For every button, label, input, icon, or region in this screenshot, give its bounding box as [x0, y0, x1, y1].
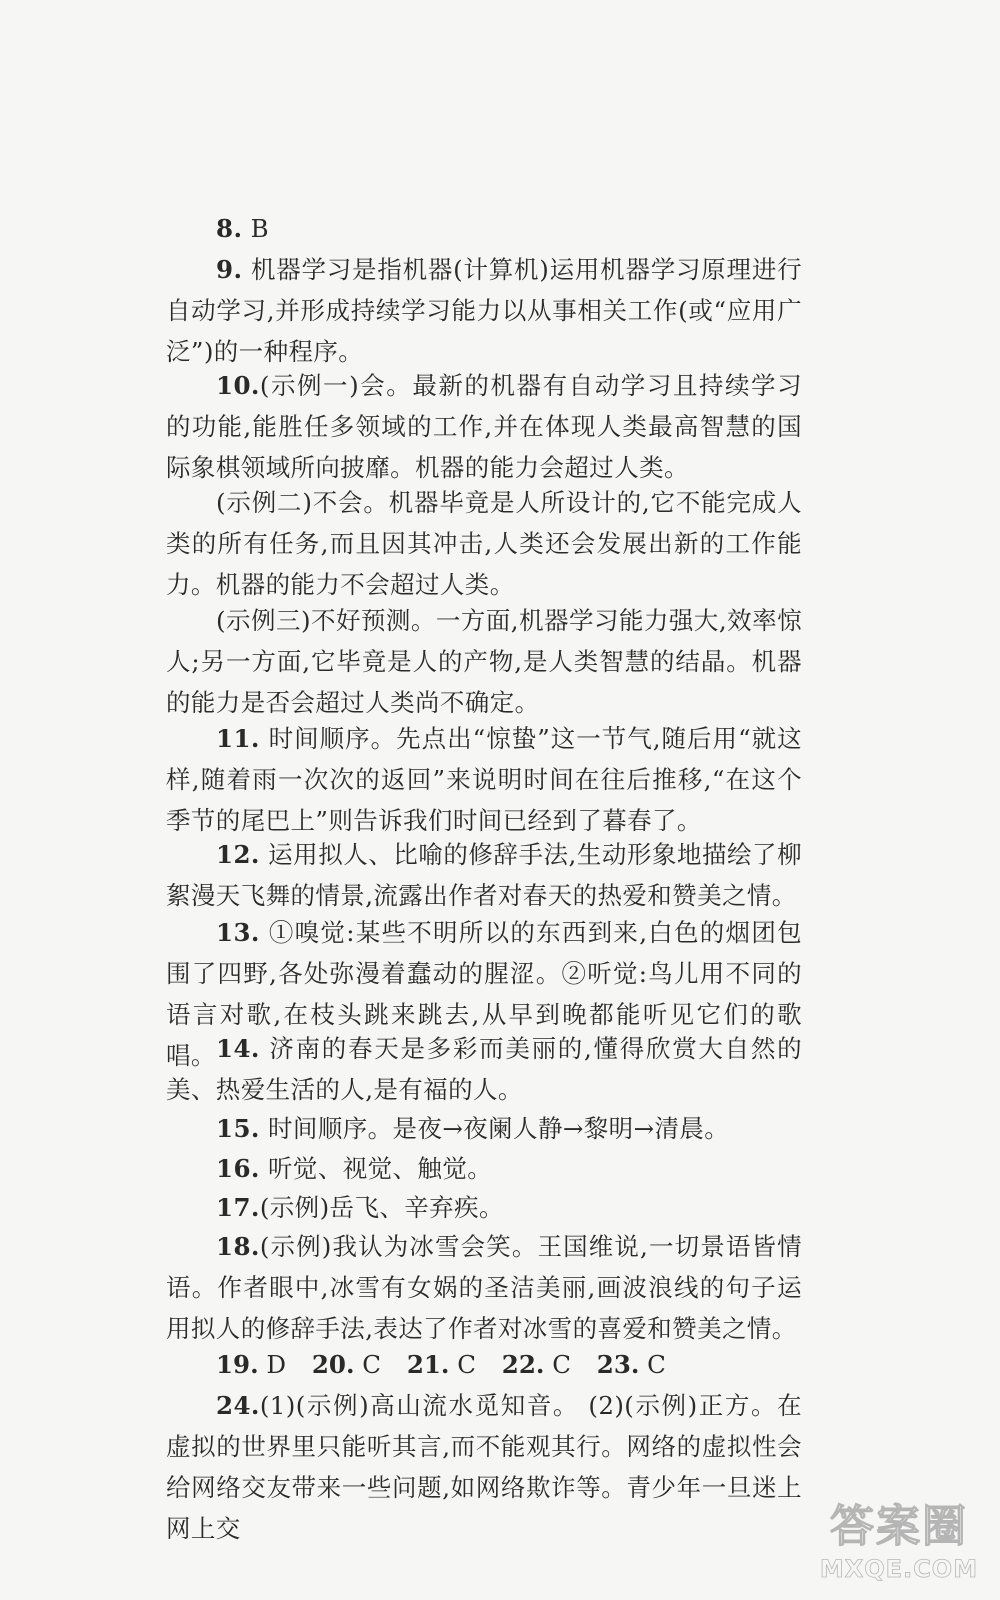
answer-number: 16.: [216, 1154, 260, 1183]
watermark: [804, 1499, 994, 1594]
answer-number: 12.: [216, 840, 260, 869]
answer-text: 听觉、视觉、触觉。: [259, 1154, 493, 1183]
answer-text: (1)(示例)高山流水觅知音。 (2)(示例)正方。在虚拟的世界里只能听其言,而不能观其行。网络的虚拟性会给网络交友带来一些问题,如网络欺诈等。青少年一旦迷上网上交: [166, 1391, 802, 1543]
answer-text: C: [354, 1350, 382, 1379]
answer-number: 19.: [216, 1350, 259, 1379]
answer-text: C: [544, 1350, 571, 1379]
answer-21: [407, 1350, 476, 1379]
answer-text: ①嗅觉:某些不明所以的东西到来,白色的烟团包围了四野,各处弥漫着蠢动的腥涩。②听觉:鸟儿用不同的语言对歌,在枝头跳来跳去,从早到晚都能听见它们的歌唱。: [166, 918, 802, 1070]
answer-text: (示例三)不好预测。一方面,机器学习能力强大,效率惊人;另一方面,它毕竟是人的产物,是人类智慧的结晶。机器的能力是否会超过人类尚不确定。: [166, 606, 802, 717]
watermark-url: MXQE.COM: [819, 1555, 979, 1583]
answer-14: [166, 1028, 802, 1110]
answer-18: [166, 1226, 802, 1349]
answer-11: [166, 718, 802, 841]
answer-number: 10.: [216, 371, 260, 400]
answer-number: 21.: [406, 1350, 450, 1379]
answer-17: [166, 1187, 802, 1228]
answer-22: [502, 1350, 571, 1379]
answer-text: (示例一)会。最新的机器有自动学习且持续学习的功能,能胜任多领域的工作,并在体现人类最高智慧的国际象棋领域所向披靡。机器的能力会超过人类。: [166, 371, 802, 482]
answer-text: 济南的春天是多彩而美丽的,懂得欣赏大自然的美、热爱生活的人,是有福的人。: [166, 1034, 802, 1104]
answer-number: 11.: [216, 724, 260, 753]
answer-text: (示例)我认为冰雪会笑。王国维说,一切景语皆情语。作者眼中,冰雪有女娲的圣洁美丽,画波浪线的句子运用拟人的修辞手法,表达了作者对冰雪的喜爱和赞美之情。: [166, 1232, 802, 1343]
answer-text: 时间顺序。是夜→夜阑人静→黎明→清晨。: [259, 1114, 730, 1143]
answer-19: [216, 1350, 286, 1379]
answer-16: [166, 1148, 802, 1189]
answer-number: 24.: [216, 1391, 260, 1420]
answer-20: [312, 1350, 381, 1379]
answer-10: [166, 365, 802, 488]
answer-number: 13.: [216, 918, 260, 947]
answer-text: 时间顺序。先点出“惊蛰”这一节气,随后用“就这样,随着雨一次次的返回”来说明时间在往后推移,“在这个季节的尾巴上”则告诉我们时间已经到了暮春了。: [166, 724, 802, 835]
answer-number: 15.: [216, 1114, 260, 1143]
answer-text: (示例)岳飞、辛弃疾。: [259, 1193, 504, 1222]
answer-text: 机器学习是指机器(计算机)运用机器学习原理进行自动学习,并形成持续学习能力以从事相关工作(或“应用广泛”)的一种程序。: [166, 255, 802, 366]
answer-number: 20.: [311, 1350, 355, 1379]
answer-number: 9.: [216, 255, 243, 284]
answer-15: [166, 1108, 802, 1149]
watermark-logo: 答案圈: [830, 1501, 968, 1552]
answer-number: 8.: [216, 214, 243, 243]
multiple-choice-row: [216, 1344, 684, 1385]
answer-number: 17.: [216, 1193, 260, 1222]
answer-12: [166, 834, 802, 916]
answer-10-example-2: [166, 482, 802, 605]
answer-23: [597, 1350, 666, 1379]
answer-24: [166, 1385, 802, 1549]
answer-text: 运用拟人、比喻的修辞手法,生动形象地描绘了柳絮漫天飞舞的情景,流露出作者对春天的热爱和赞美之情。: [166, 840, 802, 910]
answer-text: C: [639, 1350, 666, 1379]
answer-number: 23.: [596, 1350, 640, 1379]
answer-number: 22.: [501, 1350, 545, 1379]
answer-10-example-3: [166, 600, 802, 723]
answer-9: [166, 249, 802, 372]
answer-text: B: [242, 214, 269, 243]
answer-text: D: [258, 1350, 287, 1379]
answer-text: C: [449, 1350, 476, 1379]
answer-number: 14.: [216, 1034, 260, 1063]
answer-text: (示例二)不会。机器毕竟是人所设计的,它不能完成人类的所有任务,而且因其冲击,人类还会发展出新的工作能力。机器的能力不会超过人类。: [166, 488, 802, 599]
answer-number: 18.: [216, 1232, 260, 1261]
answer-8: [166, 208, 802, 249]
